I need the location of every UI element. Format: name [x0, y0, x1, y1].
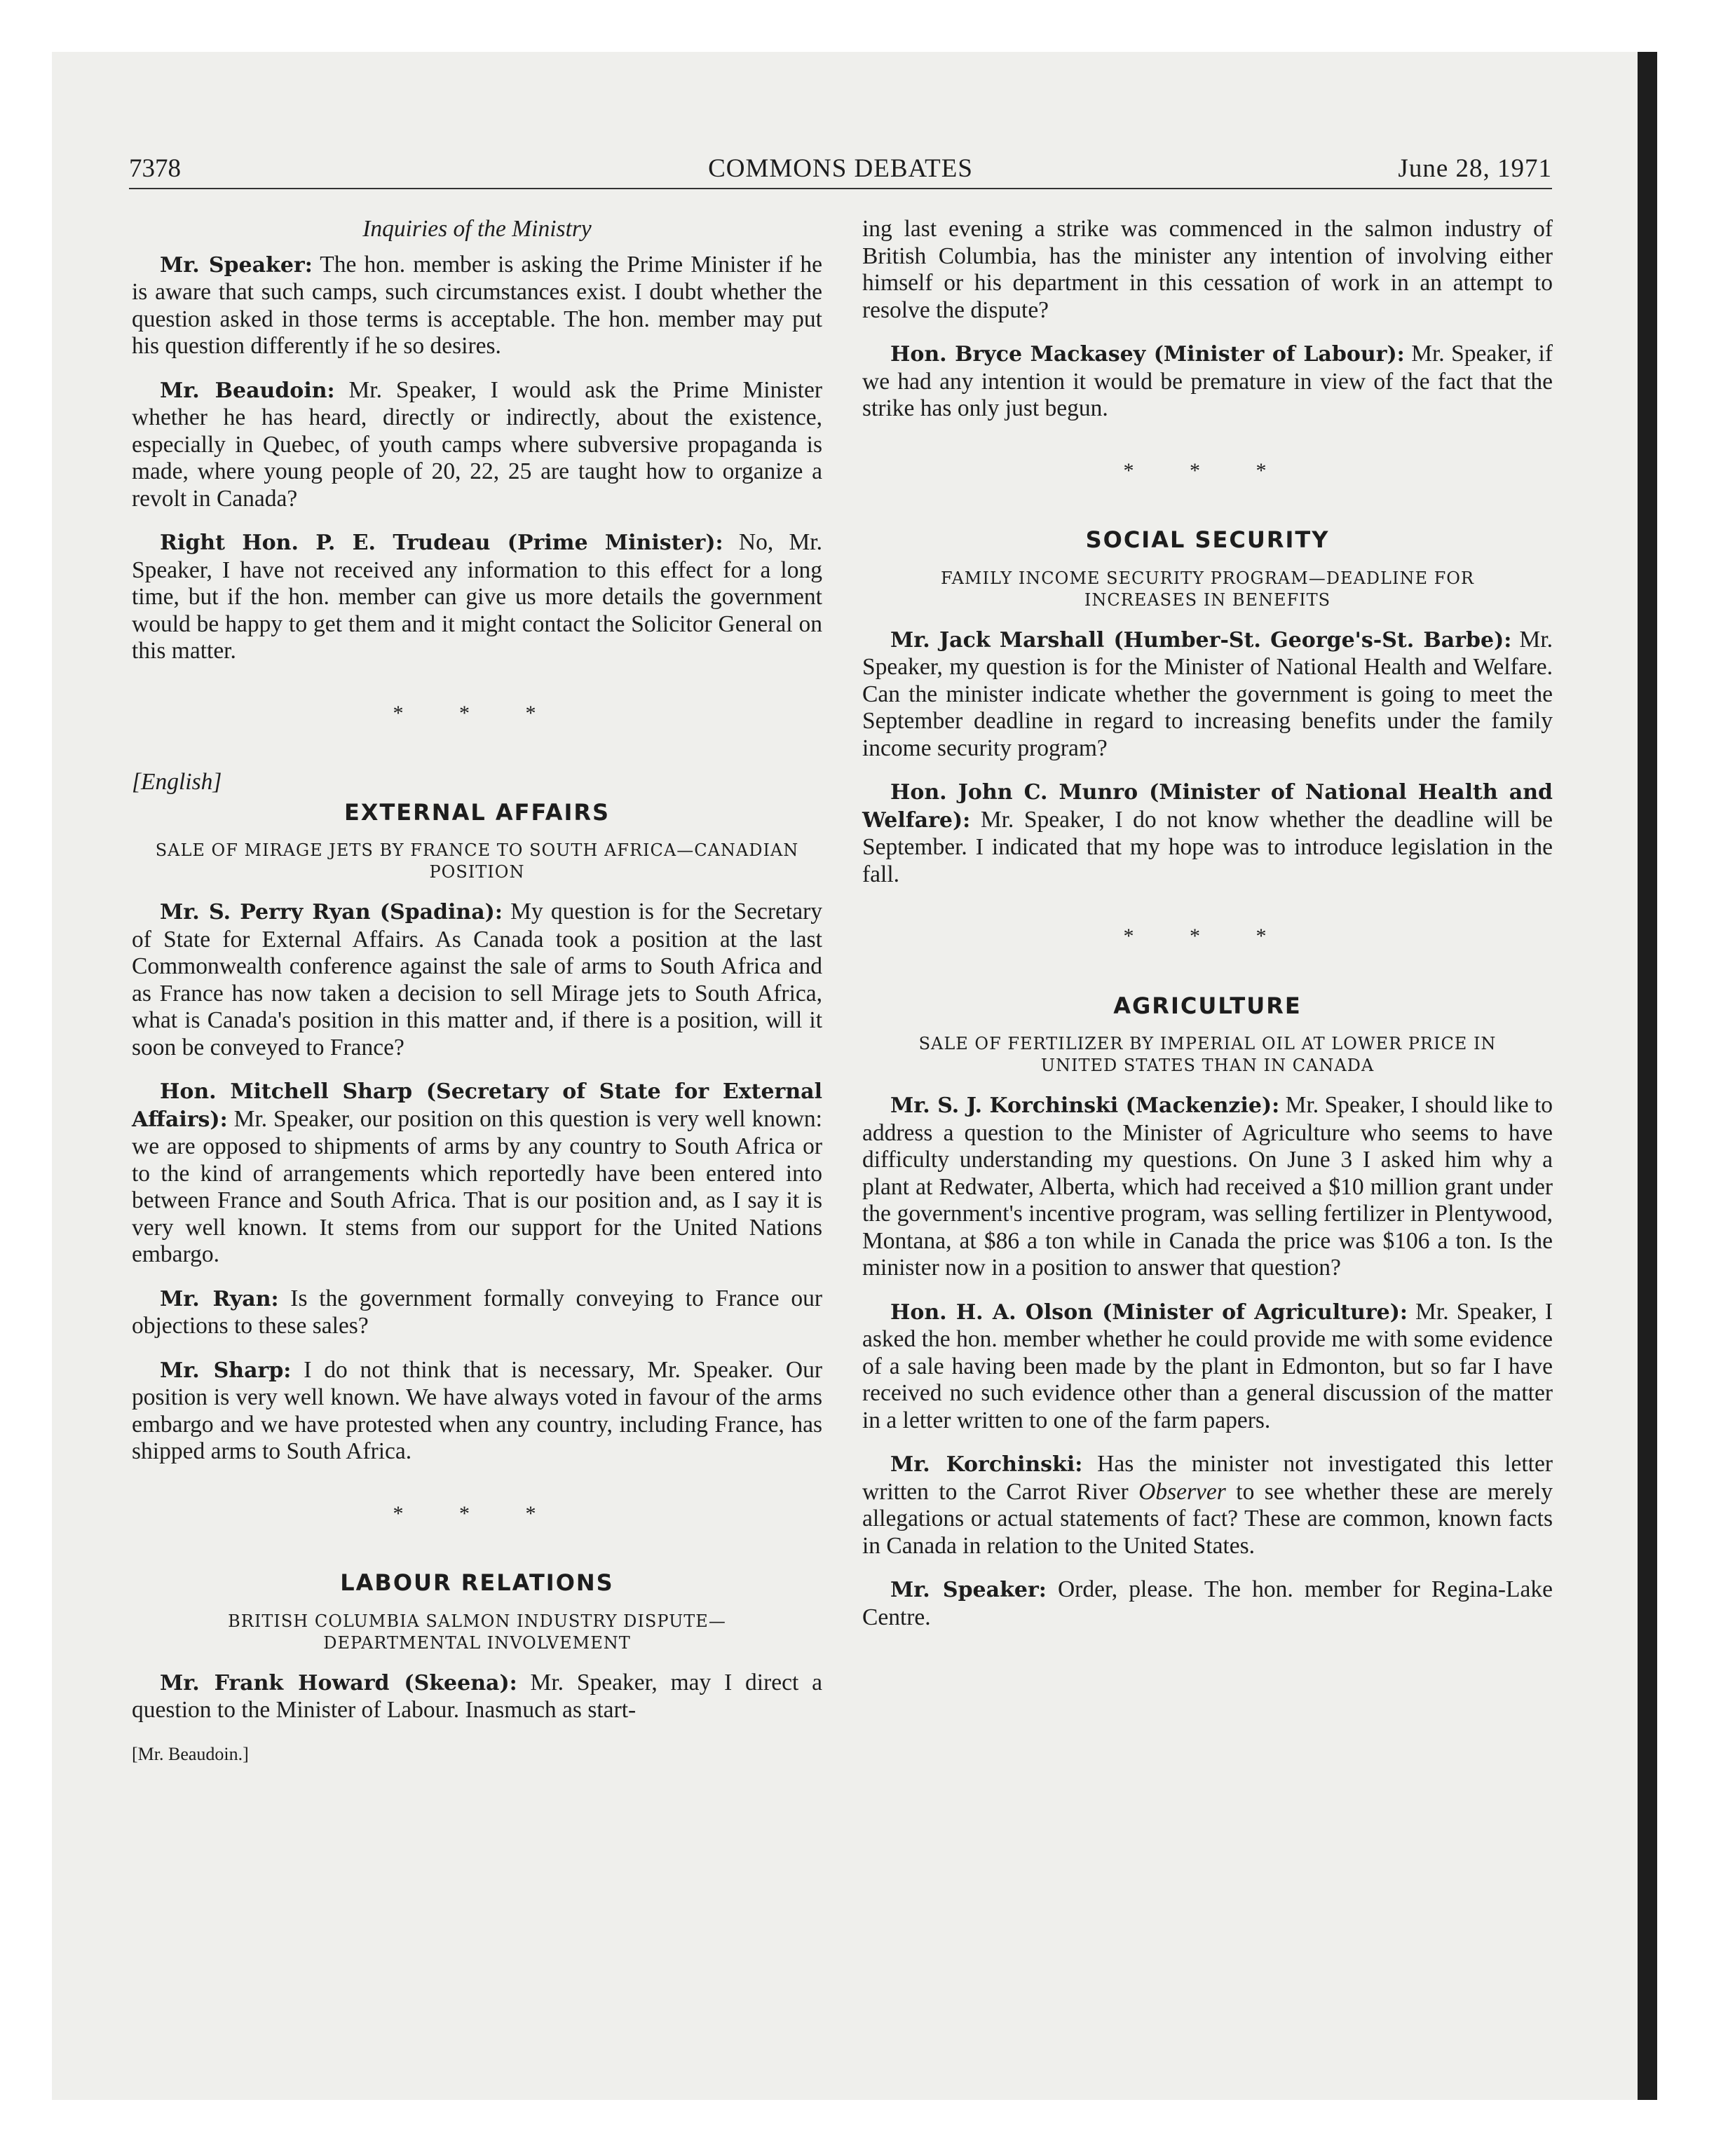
publication-date: June 28, 1971	[1398, 154, 1552, 183]
paragraph	[862, 1576, 1553, 1631]
speaker-name: Mr. Korchinski:	[890, 1452, 1083, 1477]
speaker-name: Mr. Speaker:	[160, 252, 313, 278]
section-heading: SOCIAL SECURITY	[1085, 526, 1330, 553]
page-header	[129, 153, 1552, 189]
footnote: [Mr. Beaudoin.]	[132, 1743, 249, 1764]
speaker-name: Mr. S. Perry Ryan (Spadina):	[160, 900, 503, 925]
publication-name: Observer	[1138, 1478, 1226, 1505]
speech-text: Mr. Speaker, I should like to address a question to the Minister of Agriculture who seems to have difficulty understanding my questions. On June 3 I asked him why a plant at Redwater, Alberta, which had received a $10 million grant under the government's incentive program, was selling fertilizer in Plentywood, Montana, at $86 a ton while in Canada the price was $106 a ton. Is the minister now in a position to answer that question?	[862, 1092, 1553, 1281]
speech-text: Mr. Speaker, our position on this question is very well known: we are opposed to shipments of arms by any country to South Africa or to the kind of arrangements which reportedly have been entered into between France and South Africa. That is our position and, as I say it is very well known. It stems from our support for the United Nations embargo.	[132, 1105, 822, 1267]
speaker-name: Hon. Mitchell Sharp (Secretary of State for External Affairs):	[132, 1079, 822, 1132]
paragraph	[132, 377, 822, 513]
paragraph	[132, 252, 822, 360]
paragraph	[132, 1357, 822, 1466]
speech-text: Mr. Speaker, if we had any intention it would be premature in view of the fact that the strike has only just begun.	[862, 341, 1553, 421]
paragraph	[862, 216, 1553, 324]
speaker-name: Hon. John C. Munro (Minister of National Health and Welfare):	[862, 780, 1553, 833]
speech-text: Mr. Speaker, I asked the hon. member whether he could provide me with some evidence of a sale having been made by the plant in Edmonton, but so far I have received no such evidence other than a general discussion of the matter in a letter written to one of the farm papers.	[862, 1298, 1553, 1433]
speech-text: Mr. Speaker, I do not know whether the deadline will be September. I indicated that my hope was to introduce legislation in the fall.	[862, 806, 1553, 887]
speaker-name: Mr. Beaudoin:	[160, 378, 335, 403]
speech-text: Mr. Speaker, my question is for the Minister of National Health and Welfare. Can the minister indicate whether the government is going to meet the September deadline in regard to increasing benefits under the family income security program?	[862, 626, 1553, 761]
paragraph	[862, 627, 1553, 763]
speaker-name: Hon. Bryce Mackasey (Minister of Labour):	[890, 342, 1405, 367]
paragraph	[862, 1451, 1553, 1560]
speaker-name: Right Hon. P. E. Trudeau (Prime Minister):	[160, 531, 723, 555]
section-separator: * * *	[393, 1501, 562, 1525]
section-separator: * * *	[393, 701, 562, 725]
speech-text: Order, please. The hon. member for Regina-Lake Centre.	[862, 1576, 1553, 1630]
speech-text: I do not think that is necessary, Mr. Speaker. Our position is very well known. We have always voted in favour of the arms embargo and we have protested when any country, including France, has shipped arms to South Africa.	[132, 1356, 822, 1464]
section-subheading: SALE OF FERTILIZER BY IMPERIAL OIL AT LOWER PRICE IN UNITED STATES THAN IN CANADA	[918, 1034, 1497, 1075]
speaker-name: Mr. Ryan:	[160, 1286, 279, 1311]
section-heading: LABOUR RELATIONS	[340, 1569, 614, 1596]
speech-text: The hon. member is asking the Prime Minister if he is aware that such camps, such circumstances exist. I doubt whether the question asked in those terms is acceptable. The hon. member may put his question differently if he so desires.	[132, 251, 822, 359]
section-subheading: SALE OF MIRAGE JETS BY FRANCE TO SOUTH AFRICA—CANADIAN POSITION	[155, 840, 799, 882]
paragraph	[862, 341, 1553, 423]
paragraph	[862, 779, 1553, 888]
section-subheading: BRITISH COLUMBIA SALMON INDUSTRY DISPUTE—DEPARTMENTAL INVOLVEMENT	[228, 1611, 726, 1653]
section-separator: * * *	[1123, 925, 1292, 948]
speaker-name: Mr. Frank Howard (Skeena):	[160, 1670, 517, 1696]
page-number: 7378	[129, 154, 181, 183]
speaker-name: Mr. S. J. Korchinski (Mackenzie):	[890, 1093, 1280, 1118]
speaker-name: Mr. Speaker:	[890, 1578, 1047, 1602]
speech-text: ing last evening a strike was commenced in the salmon industry of British Columbia, has the minister any intention of involving either himself or his department in this cessation of work in an attempt to resolve the dispute?	[862, 216, 1553, 323]
paragraph	[132, 899, 822, 1061]
speech-text: Mr. Speaker, may I direct a question to the Minister of Labour. Inasmuch as start-	[132, 1669, 823, 1723]
paragraph	[862, 1299, 1553, 1435]
speaker-name: Mr. Sharp:	[160, 1358, 292, 1383]
section-separator: * * *	[1123, 458, 1292, 482]
scan-edge	[1638, 52, 1657, 2100]
section-label: Inquiries of the Ministry	[362, 216, 592, 242]
right-column	[862, 216, 1553, 1648]
left-column	[132, 216, 822, 1768]
speech-text: Is the government formally conveying to France our objections to these sales?	[132, 1285, 822, 1339]
language-tag: [English]	[132, 769, 222, 795]
section-subheading: FAMILY INCOME SECURITY PROGRAM—DEADLINE FOR INCREASES IN BENEFITS	[941, 568, 1474, 610]
paragraph	[132, 1285, 822, 1340]
paragraph	[132, 1670, 822, 1724]
speech-text: to see whether these are merely allegations or actual statements of fact? These are common, known facts in Canada in relation to the United States.	[862, 1478, 1553, 1559]
speech-text: Mr. Speaker, I would ask the Prime Minister whether he has heard, directly or indirectly, about the existence, especially in Quebec, of youth camps where subversive propaganda is made, where young people of 20, 22, 25 are taught how to organize a revolt in Canada?	[132, 376, 822, 512]
speech-text: No, Mr. Speaker, I have not received any information to this effect for a long time, but if the hon. member can give us more details the government would be happy to get them and it might contact the Solicitor General on this matter.	[132, 529, 822, 664]
speech-text: Has the minister not investigated this letter written to the Carrot River	[862, 1451, 1553, 1505]
speaker-name: Hon. H. A. Olson (Minister of Agriculture):	[890, 1299, 1408, 1325]
paragraph	[132, 1078, 822, 1269]
paragraph	[132, 529, 822, 665]
paragraph	[862, 1092, 1553, 1282]
publication-title: COMMONS DEBATES	[708, 154, 973, 183]
speaker-name: Mr. Jack Marshall (Humber-St. George's-St. Barbe):	[890, 627, 1512, 653]
section-heading: EXTERNAL AFFAIRS	[343, 798, 611, 826]
speech-text: My question is for the Secretary of State for External Affairs. As Canada took a position at the last Commonwealth conference against the sale of arms to South Africa and as France has now taken a decision to sell Mirage jets to South Africa, what is Canada's position in this matter and, if there is a position, will it soon be conveyed to France?	[132, 899, 822, 1060]
section-heading: AGRICULTURE	[1113, 992, 1302, 1019]
